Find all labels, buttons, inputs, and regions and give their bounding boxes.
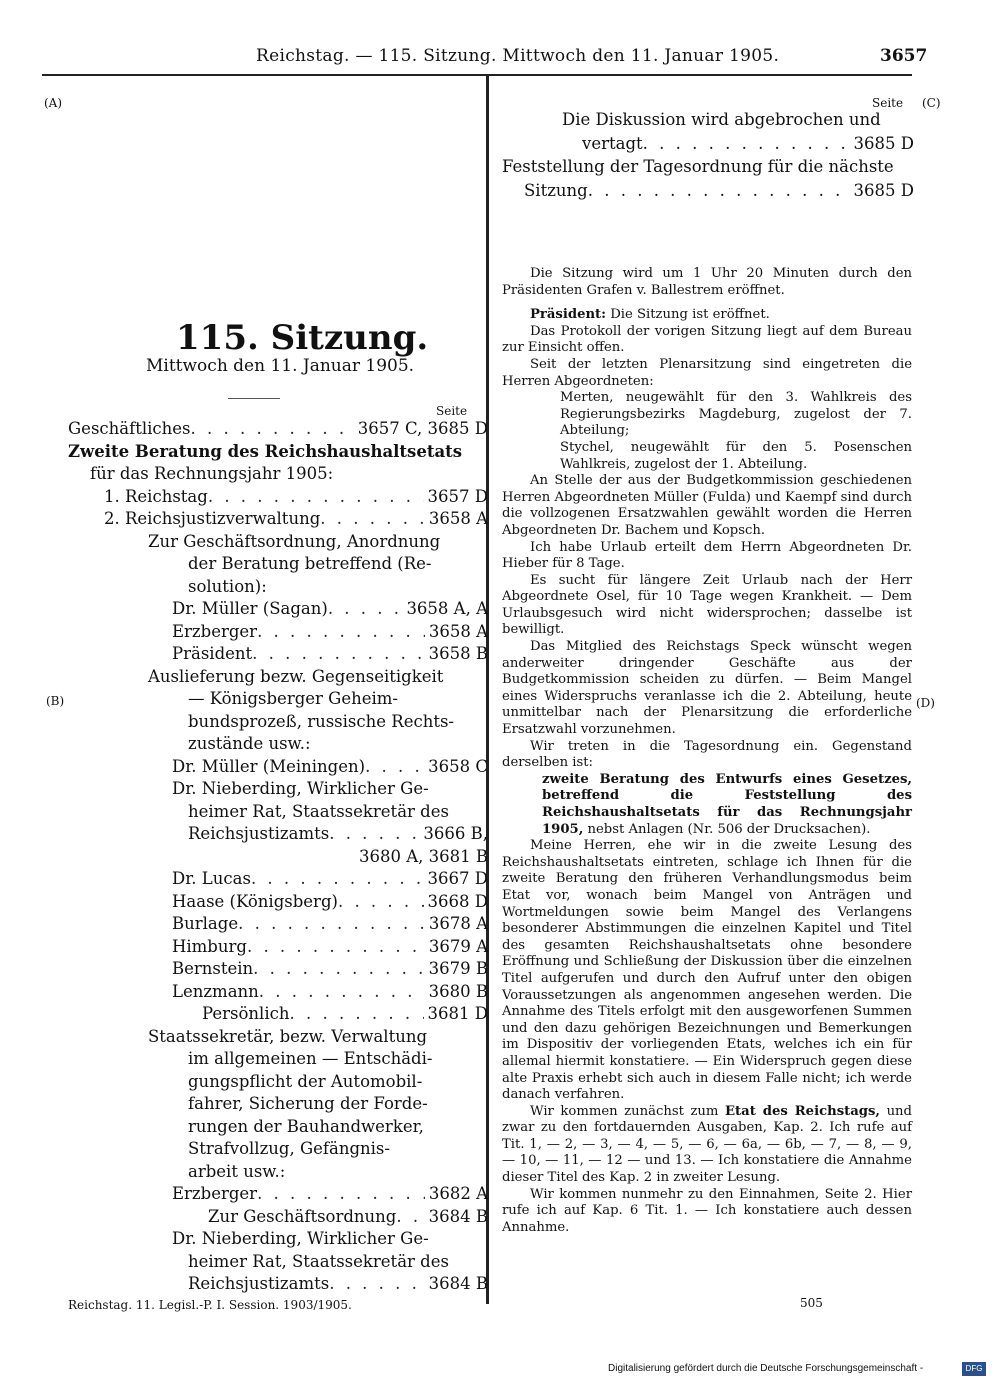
title-rule [228, 398, 280, 399]
toc-row [502, 132, 914, 156]
toc-text: Die Diskussion wird abgebrochen und [562, 110, 881, 129]
paragraph: Seit der letzten Plenarsitzung sind eingetreten die Herren Abgeordneten: [502, 356, 912, 389]
toc-text: arbeit usw.: [188, 1161, 286, 1181]
toc-page: 3684 B [428, 1274, 488, 1293]
toc-page: 3658 B [428, 644, 488, 663]
paragraph [502, 1104, 912, 1187]
toc-row [68, 823, 488, 846]
toc-row [68, 553, 488, 576]
toc-page: 3682 A [428, 1184, 488, 1203]
toc-row [68, 666, 488, 689]
paragraph [502, 307, 912, 324]
toc-text: — Königsberger Geheim- [188, 689, 399, 708]
toc-row [68, 1251, 488, 1274]
toc-text: Dr. Nieberding, Wirklicher Ge- [172, 779, 429, 798]
toc-row [502, 179, 914, 203]
toc-text: Präsident [172, 644, 253, 663]
toc-text: für das Rechnungsjahr 1905: [90, 464, 334, 483]
toc-page: 3658 C [428, 756, 488, 776]
toc-page: 3679 B [428, 959, 488, 978]
paragraph: Meine Herren, ehe wir in die zweite Lesung des Reichshaushaltsetats eintreten, schlage ich Ihnen für die zweite Beratung den früheren Verhandlungsmodus beim Etat vor, wonach beim Mangel von Anträgen und Wortmeldungen sowie beim Mangel des Verlangens besonderer Abstimmungen die einzelnen Kapitel und Titel des gesamten Reichshaushaltsetats ohne besondere Eröffnung und Schließung der Diskussion über die einzelnen Titel aufgerufen und durch den Aufruf unter den obigen Voraussetzungen als angenommen angesehen werden. Die Annahme des Titels erfolgt mit den ausgeworfenen Summen und den dazu gehörigen Bezeichnungen und Bemerkungen im Dispositiv der vorliegenden Etats, welches ich ein für allemal hiermit konstatiere. — Ein Widerspruch gegen diese alte Praxis erhebt sich auch in diesem Falle nicht; ich werde danach verfahren. [502, 838, 912, 1103]
toc-text: Auslieferung bezw. Gegenseitigkeit [148, 666, 444, 686]
toc-text: Himburg [172, 936, 247, 956]
toc-text: Staatssekretär, bezw. Verwaltung [148, 1026, 428, 1046]
toc-row [68, 441, 488, 464]
table-of-contents [68, 418, 488, 1296]
toc-text: zustände usw.: [188, 734, 311, 753]
toc-page: 3657 D [427, 486, 488, 506]
toc-row [68, 643, 488, 666]
toc-page: 3684 B [428, 1206, 488, 1226]
toc-row [68, 1206, 488, 1229]
toc-text: rungen der Bauhandwerker, [188, 1116, 424, 1136]
toc-row [68, 598, 488, 621]
paragraph: Wir kommen nunmehr zu den Einnahmen, Seite 2. Hier rufe ich auf Kap. 6 Tit. 1. — Ich konstatiere auch dessen Annahme. [502, 1186, 912, 1235]
header-rule [42, 74, 912, 76]
toc-text: Dr. Lucas [172, 869, 251, 888]
toc-continuation [502, 108, 914, 202]
toc-row [68, 936, 488, 959]
margin-marker-a: (A) [44, 96, 63, 110]
toc-row [68, 913, 488, 936]
toc-row [68, 1183, 488, 1206]
toc-row [68, 1026, 488, 1049]
toc-row [68, 1003, 488, 1026]
toc-text: Strafvollzug, Gefängnis- [188, 1139, 390, 1158]
toc-text: vertagt [582, 133, 643, 153]
toc-text: Persönlich [202, 1004, 290, 1023]
toc-text: Zweite Beratung des Reichshaushaltsetats [68, 441, 463, 461]
paragraph-text: und zwar zu den fortdauernden Ausgaben, Kap. 2. Ich rufe auf Tit. 1, — 2, — 3, — 4, — 5, — 6, — 6a, — 6b, — 7, — 8, — 9, — 10, — 11, — 12 — und 13. — Ich konstatiere die Annahme dieser Titel des Kap. 2 in zweiter Lesung. [502, 1103, 912, 1186]
toc-page: 3667 D [427, 869, 488, 888]
paragraph: Stychel, neugewählt für den 5. Posenschen Wahlkreis, zugelost der 1. Abteilung. [560, 439, 912, 472]
toc-row [68, 1161, 488, 1184]
toc-row [68, 576, 488, 599]
paragraph: Das Mitglied des Reichstags Speck wünscht wegen anderweiter dringender Geschäfte aus der Budgetkommission scheiden zu dürfen. — Beim Mangel eines Widerspruchs veranlasse ich die 2. Abteilung, heute unmittelbar nach der Plenarsitzung die erforderliche Ersatzwahl vorzunehmen. [502, 639, 912, 738]
paragraph: Es sucht für längere Zeit Urlaub nach der Herr Abgeordnete Osel, für 10 Tage wegen Krankheit. — Dem Urlaubsgesuch wird nicht widersprochen; dasselbe ist bewilligt. [502, 572, 912, 638]
agenda-item: zweite Beratung des Entwurfs eines Gesetzes, betreffend die Feststellung des Reichshaushaltsetats für das Rechnungsjahr 1905, [542, 771, 912, 837]
digitization-credit: Digitalisierung gefördert durch die Deutsche Forschungsgemeinschaft - [608, 1363, 924, 1374]
toc-page: 3657 C, 3685 D [357, 419, 488, 438]
toc-text: heimer Rat, Staatssekretär des [188, 1251, 449, 1271]
toc-text: solution): [188, 576, 267, 596]
toc-text: gungspflicht der Automobil- [188, 1071, 423, 1091]
paragraph-text: Wir kommen zunächst zum [530, 1103, 719, 1119]
speaker-label: Präsident: [530, 307, 607, 323]
paragraph: An Stelle der aus der Budgetkommission geschiedenen Herren Abgeordneten Müller (Fulda) und Kaempf sind durch die vollzogenen Ersatzwahlen gewählt worden die Herren Abgeordneten Dr. Bachem und Kopsch. [502, 473, 912, 538]
toc-row [68, 801, 488, 824]
toc-row [68, 1048, 488, 1071]
toc-row [68, 1228, 488, 1251]
toc-text: fahrer, Sicherung der Forde- [188, 1094, 428, 1113]
running-header [0, 46, 1000, 76]
toc-text: Haase (Königsberg) [172, 891, 338, 911]
toc-row [68, 621, 488, 644]
toc-text: 1. Reichstag [104, 486, 208, 506]
toc-page: 3685 D [853, 180, 914, 200]
toc-text: Bernstein [172, 959, 254, 978]
margin-marker-c: (C) [922, 96, 941, 110]
paragraph: Die Sitzung wird um 1 Uhr 20 Minuten durch den Präsidenten Grafen v. Ballestrem eröffnet. [502, 266, 912, 298]
seite-label-left: Seite [436, 404, 468, 418]
toc-page: 3681 D [427, 1004, 488, 1023]
paragraph-text: nebst Anlagen (Nr. 506 der Drucksachen). [587, 821, 871, 837]
session-title: 115. Sitzung. [176, 318, 429, 358]
footer-signature: 505 [800, 1296, 823, 1310]
dfg-logo: DFG [962, 1362, 986, 1376]
paragraph: Merten, neugewählt für den 3. Wahlkreis des Regierungsbezirks Magdeburg, zugelost der 7. Abteilung; [560, 390, 912, 439]
toc-text: Dr. Müller (Meiningen) [172, 756, 366, 776]
toc-page: 3658 A, A [406, 599, 488, 618]
toc-row [68, 756, 488, 779]
toc-page: 3658 A [428, 621, 488, 641]
toc-row [68, 778, 488, 801]
toc-row [68, 463, 488, 486]
paragraph-text: Die Sitzung ist eröffnet. [610, 307, 770, 323]
toc-row [68, 1093, 488, 1116]
toc-text: bundsprozeß, russische Rechts- [188, 711, 454, 731]
toc-text: Zur Geschäftsordnung, Anordnung [148, 531, 441, 551]
footer-left: Reichstag. 11. Legisl.-P. I. Session. 1903/1905. [68, 1298, 352, 1312]
paragraph: Das Protokoll der vorigen Sitzung liegt auf dem Bureau zur Einsicht offen. [502, 323, 912, 356]
toc-page: 3658 A [428, 509, 488, 528]
toc-row [68, 1116, 488, 1139]
toc-row [68, 891, 488, 914]
toc-row [68, 846, 488, 869]
toc-text: heimer Rat, Staatssekretär des [188, 801, 449, 821]
toc-row [68, 958, 488, 981]
toc-text: Sitzung [524, 180, 588, 200]
toc-row [68, 1071, 488, 1094]
proceedings-text [502, 266, 912, 1236]
toc-row [502, 108, 914, 132]
page-number: 3657 [880, 46, 928, 66]
toc-page: 3668 D [427, 891, 488, 911]
toc-row [68, 531, 488, 554]
toc-text: im allgemeinen — Entschädi- [188, 1049, 433, 1068]
toc-page: 3680 A, 3681 B [358, 846, 488, 866]
paragraph: Ich habe Urlaub erteilt dem Herrn Abgeordneten Dr. Hieber für 8 Tage. [502, 539, 912, 572]
toc-page: 3666 B, [423, 824, 488, 843]
toc-text: Lenzmann [172, 981, 259, 1001]
toc-page: 3680 B [428, 981, 488, 1001]
seite-label-right: Seite [872, 96, 904, 110]
toc-text: Erzberger [172, 621, 258, 641]
paragraph [502, 772, 912, 838]
toc-text: Reichsjustizamts [188, 1274, 330, 1293]
paragraph: Wir treten in die Tagesordnung ein. Gegenstand derselben ist: [502, 738, 912, 771]
margin-marker-d: (D) [916, 696, 935, 710]
toc-row [68, 1138, 488, 1161]
margin-marker-b: (B) [46, 694, 65, 708]
toc-text: Dr. Müller (Sagan) [172, 599, 328, 618]
toc-row [68, 1273, 488, 1296]
agenda-item: Etat des Reichstags, [725, 1103, 880, 1119]
toc-row [68, 418, 488, 441]
toc-text: Feststellung der Tagesordnung für die nächste [502, 157, 894, 176]
toc-row [68, 486, 488, 509]
toc-row [68, 981, 488, 1004]
toc-row [68, 733, 488, 756]
toc-text: Geschäftliches [68, 419, 191, 438]
toc-text: Erzberger [172, 1184, 258, 1203]
toc-text: Burlage [172, 914, 239, 933]
toc-text: 2. Reichsjustizverwaltung [104, 509, 321, 528]
toc-row [68, 868, 488, 891]
session-date: Mittwoch den 11. Januar 1905. [146, 356, 415, 376]
toc-text: der Beratung betreffend (Re- [188, 554, 432, 573]
toc-row [68, 711, 488, 734]
toc-row [502, 155, 914, 179]
toc-text: Zur Geschäftsordnung [208, 1206, 397, 1226]
toc-row [68, 508, 488, 531]
toc-text: Dr. Nieberding, Wirklicher Ge- [172, 1229, 429, 1248]
toc-row [68, 688, 488, 711]
toc-text: Reichsjustizamts [188, 824, 330, 843]
toc-page: 3679 A [428, 936, 488, 956]
toc-page: 3678 A [428, 914, 488, 933]
running-title: Reichstag. — 115. Sitzung. Mittwoch den 11. Januar 1905. [256, 46, 780, 66]
toc-page: 3685 D [853, 133, 914, 153]
